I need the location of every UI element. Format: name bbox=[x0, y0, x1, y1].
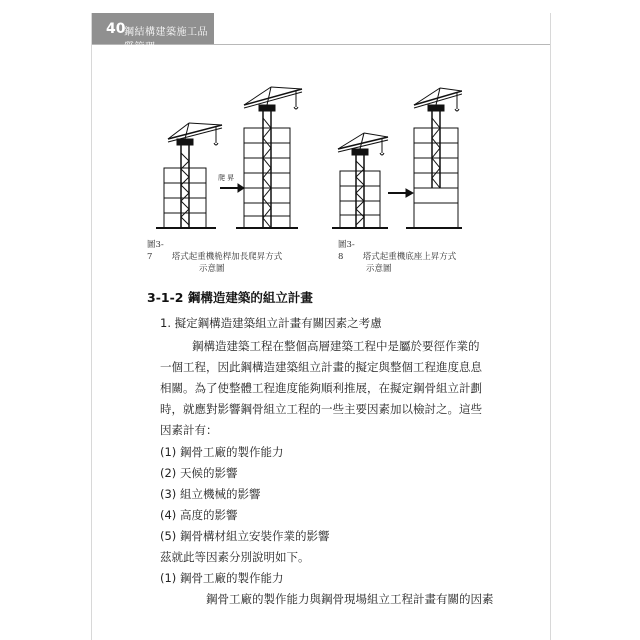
page-header bbox=[92, 13, 550, 53]
paragraph-line: 鋼構造建築工程在整個高層建築工程中是屬於要徑作業的 bbox=[192, 339, 480, 353]
section-heading: 3-1-2 鋼構造建築的組立計畫 bbox=[147, 290, 313, 305]
fig38-caption-line2: 示意圖 bbox=[366, 264, 392, 274]
paragraph-line: 時，就應對影響鋼骨組立工程的一些主要因素加以檢討之。這些 bbox=[160, 402, 482, 416]
fig37-caption-line2: 示意圖 bbox=[199, 264, 225, 274]
crane-figures bbox=[132, 83, 462, 233]
fig38-caption-line1: 塔式起重機底座上昇方式 bbox=[362, 252, 457, 262]
fig38-caption bbox=[338, 239, 456, 275]
factor-item: (2) 天候的影響 bbox=[160, 466, 238, 480]
fig37-caption-line1: 塔式起重機桅桿加長爬昇方式 bbox=[171, 252, 283, 262]
factor-item: (5) 鋼骨構材組立安裝作業的影響 bbox=[160, 529, 330, 543]
paragraph-line: 相關。為了使整體工程進度能夠順利推展，在擬定鋼骨組立計劃 bbox=[160, 381, 482, 395]
fig38-arrow bbox=[388, 189, 413, 197]
fig37-short-building bbox=[156, 168, 216, 228]
fig37-arrow-label: 爬 昇 bbox=[218, 174, 235, 182]
sub-paragraph: 鋼骨工廠的製作能力與鋼骨現場組立工程計畫有關的因素 bbox=[206, 592, 494, 606]
fig38-number: 圖3-8 bbox=[338, 240, 355, 262]
header-tab bbox=[92, 13, 214, 53]
item-1: 1. 擬定鋼構造建築組立計畫有關因素之考慮 bbox=[160, 316, 382, 330]
sub-heading: (1) 鋼骨工廠的製作能力 bbox=[160, 571, 284, 585]
fig37-short-crane bbox=[168, 123, 222, 228]
page-number: 40 bbox=[106, 21, 126, 37]
explain-line: 茲就此等因素分別說明如下。 bbox=[160, 550, 310, 564]
fig37-caption bbox=[147, 239, 282, 275]
fig37-number: 圖3-7 bbox=[147, 240, 164, 262]
paragraph-line: 因素計有： bbox=[160, 423, 218, 437]
factor-item: (3) 組立機械的影響 bbox=[160, 487, 261, 501]
factor-item: (1) 鋼骨工廠的製作能力 bbox=[160, 445, 284, 459]
fig38-short-building bbox=[332, 171, 388, 228]
fig37-arrow bbox=[220, 184, 244, 192]
fig38-tall-building bbox=[406, 128, 462, 228]
paragraph-line: 一個工程，因此鋼構造建築組立計畫的擬定與整個工程進度息息 bbox=[160, 360, 482, 374]
factor-item: (4) 高度的影響 bbox=[160, 508, 238, 522]
book-title: 鋼結構建築施工品質管理 bbox=[124, 27, 208, 53]
book-page bbox=[91, 13, 551, 640]
